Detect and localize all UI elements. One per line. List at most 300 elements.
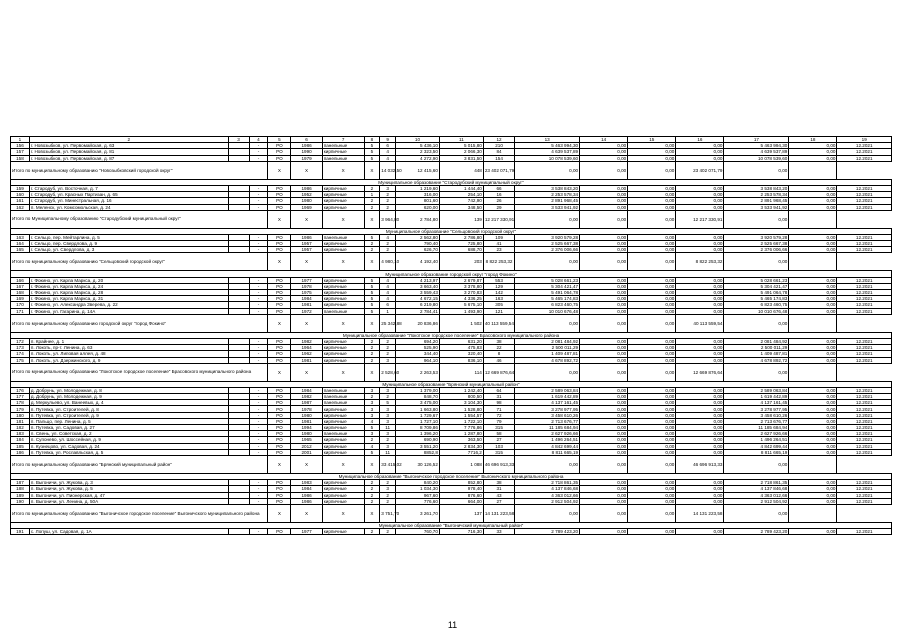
- table-cell: 0,00: [580, 234, 628, 240]
- column-number: 6: [291, 137, 322, 143]
- table-cell: п. Путевка, ул. Садовая, д. 27: [29, 425, 228, 431]
- table-cell: 0,00: [628, 247, 676, 253]
- table-cell: 553: [483, 277, 514, 283]
- table-cell: -: [249, 357, 268, 363]
- table-cell: 620,00: [395, 204, 439, 210]
- table-cell: 1 493,90: [439, 308, 483, 314]
- table-cell: РО: [268, 431, 291, 437]
- section-heading: Муниципальное образование "Стародубский муниципальный округ": [11, 179, 892, 185]
- table-cell: 0,00: [789, 400, 837, 406]
- subtotal-cell: [789, 253, 837, 271]
- table-cell: 716,30: [439, 529, 483, 535]
- table-cell: 3 920 579,28: [515, 234, 580, 240]
- subtotal-cell: 8 822 253,32: [676, 253, 724, 271]
- table-cell: 2 376 006,66: [515, 247, 580, 253]
- table-cell: РО: [268, 480, 291, 486]
- table-cell: 12.2021: [837, 308, 892, 314]
- table-cell: 187: [11, 480, 30, 486]
- table-cell: 2 891 968,45: [724, 198, 789, 204]
- column-number: 12: [483, 137, 514, 143]
- table-cell: 4 639 537,89: [724, 149, 789, 155]
- table-cell: 0,00: [789, 406, 837, 412]
- table-cell: -: [249, 283, 268, 289]
- table-cell: 964,10: [395, 357, 439, 363]
- table-cell: 0,00: [789, 149, 837, 155]
- table-cell: 188: [11, 486, 30, 492]
- column-number: 16: [676, 137, 724, 143]
- table-cell: 66: [483, 185, 514, 191]
- table-cell: РО: [268, 498, 291, 504]
- column-number: 3: [228, 137, 249, 143]
- table-cell: кирпичные: [322, 198, 364, 204]
- column-number: 11: [439, 137, 483, 143]
- table-cell: -: [249, 387, 268, 393]
- table-cell: панельные: [322, 387, 364, 393]
- table-cell: 1 242,40: [439, 387, 483, 393]
- subtotal-cell: [789, 363, 837, 381]
- table-cell: -: [249, 338, 268, 344]
- table-cell: 180: [11, 412, 30, 418]
- table-cell: 0,00: [789, 437, 837, 443]
- table-cell: 3 920 579,28: [724, 234, 789, 240]
- table-cell: 2: [380, 498, 396, 504]
- subtotal-cell: [789, 504, 837, 522]
- table-cell: РО: [268, 302, 291, 308]
- table-cell: 0,00: [580, 498, 628, 504]
- subtotal-cell: X: [322, 363, 364, 381]
- table-cell: с. Лопуш, ул. Садовая, д. 1А: [29, 529, 228, 535]
- table-cell: 12.2021: [837, 437, 892, 443]
- table-cell: 0,00: [789, 241, 837, 247]
- table-cell: 10 010 676,48: [515, 308, 580, 314]
- table-cell: 0,00: [628, 425, 676, 431]
- subtotal-cell: 0,00: [628, 210, 676, 228]
- table-cell: -: [249, 351, 268, 357]
- table-cell: [228, 529, 249, 535]
- table-cell: 2012: [291, 443, 322, 449]
- table-cell: 0,00: [789, 204, 837, 210]
- subtotal-cell: 114: [439, 363, 483, 381]
- table-cell: кирпичные: [322, 425, 364, 431]
- table-cell: 742,90: [439, 198, 483, 204]
- table-cell: 0,00: [580, 437, 628, 443]
- subtotal-cell: 46 696 913,33: [676, 455, 724, 473]
- table-cell: 5 304 421,47: [515, 283, 580, 289]
- table-cell: 0,00: [676, 492, 724, 498]
- table-cell: г. Стародуб, ул. Восточная, д. 7: [29, 185, 228, 191]
- table-cell: 0,00: [676, 345, 724, 351]
- table-cell: г. Новозыбков, ул. Первомайская, д. 81: [29, 149, 228, 155]
- table-cell: кирпичные: [322, 486, 364, 492]
- table-cell: 12.2021: [837, 425, 892, 431]
- table-cell: 12.2021: [837, 247, 892, 253]
- table-cell: 1 554,57: [439, 412, 483, 418]
- table-cell: 0,00: [676, 425, 724, 431]
- table-cell: 1984: [291, 486, 322, 492]
- table-cell: 0,00: [676, 387, 724, 393]
- table-cell: 2 834,30: [439, 443, 483, 449]
- column-number: 4: [249, 137, 268, 143]
- table-cell: 0,00: [628, 394, 676, 400]
- table-cell: 790,40: [395, 241, 439, 247]
- table-cell: 305: [483, 302, 514, 308]
- table-cell: 1986: [291, 234, 322, 240]
- table-cell: 5 675,10: [439, 302, 483, 308]
- table-cell: 3 663,40: [395, 283, 439, 289]
- column-number: 13: [515, 137, 580, 143]
- table-cell: -: [249, 480, 268, 486]
- table-cell: 1 663,80: [395, 406, 439, 412]
- table-cell: 2: [364, 351, 380, 357]
- subtotal-cell: 20 836,86: [395, 314, 439, 332]
- section-heading: Муниципальное образование "Сельцовский городской округ": [11, 228, 892, 234]
- table-cell: 5: [364, 290, 380, 296]
- table-cell: 0,00: [789, 431, 837, 437]
- table-cell: п. Выгоничи, ул. Жукова, д. 3: [29, 480, 228, 486]
- table-cell: 1 619 442,89: [724, 394, 789, 400]
- table-cell: 171: [11, 308, 30, 314]
- subtotal-cell: [789, 210, 837, 228]
- subtotal-cell: 448: [439, 161, 483, 179]
- table-cell: РО: [268, 277, 291, 283]
- table-cell: 12.2021: [837, 290, 892, 296]
- table-cell: 631,20: [439, 338, 483, 344]
- table-cell: 3: [364, 406, 380, 412]
- table-cell: 3: [380, 357, 396, 363]
- table-cell: 3: [380, 418, 396, 424]
- table-cell: г. Фокино, ул. Карла Маркса, д. 31: [29, 296, 228, 302]
- table-cell: г. Сельцо, пер. Свердлова, д. 9: [29, 241, 228, 247]
- table-cell: РО: [268, 308, 291, 314]
- table-cell: панельные: [322, 394, 364, 400]
- table-cell: 3: [364, 387, 380, 393]
- table-cell: 1 619 442,89: [515, 394, 580, 400]
- table-cell: РО: [268, 296, 291, 302]
- table-cell: 0,00: [676, 406, 724, 412]
- table-cell: 1 287,80: [439, 431, 483, 437]
- table-cell: РО: [268, 357, 291, 363]
- table-cell: 0,00: [789, 308, 837, 314]
- table-cell: 0,00: [789, 425, 837, 431]
- subtotal-cell: X: [291, 455, 322, 473]
- table-cell: 348,50: [439, 204, 483, 210]
- subtotal-cell: 4 192,40: [395, 253, 439, 271]
- table-cell: 5 028 661,23: [724, 277, 789, 283]
- table-cell: 12.2021: [837, 357, 892, 363]
- table-cell: -: [249, 529, 268, 535]
- table-cell: РО: [268, 192, 291, 198]
- table-cell: 0,00: [580, 425, 628, 431]
- table-cell: 12.2021: [837, 185, 892, 191]
- table-cell: 4: [380, 283, 396, 289]
- table-cell: 159: [11, 185, 30, 191]
- table-cell: 0,00: [676, 449, 724, 455]
- table-cell: 3 270,83: [439, 290, 483, 296]
- subtotal-cell: 23 402 071,79: [676, 161, 724, 179]
- table-cell: 0,00: [580, 283, 628, 289]
- subtotal-cell: 40 113 559,54: [483, 314, 514, 332]
- subtotal-cell: X: [322, 253, 364, 271]
- table-cell: 121: [483, 308, 514, 314]
- table-cell: 179: [11, 406, 30, 412]
- table-cell: 8 811 665,19: [515, 449, 580, 455]
- table-cell: 175: [11, 357, 30, 363]
- table-cell: 6 823 460,75: [724, 302, 789, 308]
- table-cell: 2 912 504,92: [724, 498, 789, 504]
- subtotal-label: Итого по муниципальному образованию "Брянский муниципальный район": [11, 455, 268, 473]
- table-cell: 4: [380, 277, 396, 283]
- table-cell: 3 559,43: [395, 290, 439, 296]
- table-cell: 3: [364, 412, 380, 418]
- table-cell: 6: [380, 143, 396, 149]
- subtotal-cell: 0,00: [724, 455, 789, 473]
- table-cell: 4 363 012,66: [515, 492, 580, 498]
- table-cell: 0,00: [789, 302, 837, 308]
- table-cell: 142: [483, 290, 514, 296]
- table-cell: 2: [364, 185, 380, 191]
- column-number: 18: [789, 137, 837, 143]
- table-cell: 254,10: [439, 192, 483, 198]
- subtotal-row: [11, 363, 892, 381]
- table-cell: 1978: [291, 283, 322, 289]
- table-cell: 0,00: [580, 290, 628, 296]
- table-cell: п. Путевка, ул. Строителей, д. 9: [29, 412, 228, 418]
- subtotal-cell: X: [291, 253, 322, 271]
- table-cell: 26: [483, 198, 514, 204]
- subtotal-cell: 0,00: [580, 455, 628, 473]
- subtotal-row: [11, 253, 892, 271]
- table-cell: 165: [11, 247, 30, 253]
- table-cell: 23: [483, 247, 514, 253]
- table-cell: п. Выгоничи, ул. Ленина, д. 50А: [29, 498, 228, 504]
- table-cell: 27: [483, 437, 514, 443]
- table-cell: 0,00: [676, 241, 724, 247]
- table-cell: -: [249, 486, 268, 492]
- subtotal-label: Итого по муниципальному образованию городской округ "город Фокино": [11, 314, 268, 332]
- table-cell: 0,00: [580, 277, 628, 283]
- table-cell: РО: [268, 351, 291, 357]
- table-cell: 0,00: [676, 351, 724, 357]
- table-cell: 0,00: [789, 198, 837, 204]
- table-cell: 12.2021: [837, 480, 892, 486]
- table-cell: 0,00: [676, 308, 724, 314]
- table-cell: 12.2021: [837, 204, 892, 210]
- table-cell: 5: [364, 149, 380, 155]
- table-cell: 0,00: [628, 204, 676, 210]
- subtotal-label: Итого по муниципальному образованию "Локотское городское поселение" Брасовского муниципального района: [11, 363, 268, 381]
- table-cell: 0,00: [676, 149, 724, 155]
- table-cell: 5: [380, 400, 396, 406]
- table-cell: РО: [268, 418, 291, 424]
- table-cell: -: [249, 149, 268, 155]
- subtotal-cell: 0,00: [515, 210, 580, 228]
- table-cell: 315: [483, 425, 514, 431]
- table-cell: 3 475,00: [395, 400, 439, 406]
- table-cell: 0,00: [628, 357, 676, 363]
- table-cell: 2: [364, 345, 380, 351]
- table-cell: 12.2021: [837, 486, 892, 492]
- table-cell: 0,00: [628, 155, 676, 161]
- table-cell: 5: [364, 143, 380, 149]
- table-cell: 2: [364, 492, 380, 498]
- table-cell: 1981: [291, 418, 322, 424]
- table-cell: 0,00: [789, 418, 837, 424]
- table-cell: 2 253 578,34: [515, 192, 580, 198]
- subtotal-row: [11, 455, 892, 473]
- subtotal-cell: 139: [439, 210, 483, 228]
- table-cell: 1990: [291, 149, 322, 155]
- table-cell: 3: [380, 486, 396, 492]
- table-cell: 2 500 011,29: [515, 345, 580, 351]
- table-cell: РО: [268, 198, 291, 204]
- subtotal-cell: 23 402 071,79: [483, 161, 514, 179]
- subtotal-cell: 0,00: [580, 314, 628, 332]
- table-cell: 169: [11, 296, 30, 302]
- column-number: 15: [628, 137, 676, 143]
- table-cell: 2: [380, 437, 396, 443]
- subtotal-cell: [789, 314, 837, 332]
- table-cell: РО: [268, 412, 291, 418]
- subtotal-cell: X: [364, 253, 380, 271]
- subtotal-row: [11, 314, 892, 332]
- table-cell: 12.2021: [837, 351, 892, 357]
- subtotal-cell: X: [291, 210, 322, 228]
- table-cell: 0,00: [580, 247, 628, 253]
- table-cell: 2 789 423,20: [515, 529, 580, 535]
- table-cell: 5 015,80: [439, 143, 483, 149]
- table-cell: 0,00: [676, 443, 724, 449]
- table-cell: 0,00: [580, 480, 628, 486]
- table-cell: панельные: [322, 155, 364, 161]
- subtotal-label: Итого по Муниципальному образованию "Стародубский муниципальный округ": [11, 210, 268, 228]
- table-cell: кирпичные: [322, 498, 364, 504]
- subtotal-cell: 12 415,60: [395, 161, 439, 179]
- subtotal-cell: 0,00: [515, 314, 580, 332]
- table-cell: РО: [268, 149, 291, 155]
- table-cell: РО: [268, 449, 291, 455]
- table-cell: 1962: [291, 351, 322, 357]
- table-cell: 11 185 684,94: [515, 425, 580, 431]
- table-cell: 1957: [291, 241, 322, 247]
- table-cell: 5 463 994,30: [515, 143, 580, 149]
- table-cell: 0,00: [628, 418, 676, 424]
- table-cell: 2 679,87: [439, 277, 483, 283]
- table-cell: 4 137 846,68: [724, 486, 789, 492]
- table-cell: 161: [11, 198, 30, 204]
- table-cell: 0,00: [580, 296, 628, 302]
- section-heading: Муниципальное образование "Выгоничский муниципальный район": [11, 522, 892, 528]
- table-cell: РО: [268, 290, 291, 296]
- table-cell: 210: [483, 143, 514, 149]
- subtotal-row: [11, 210, 892, 228]
- table-cell: 5: [364, 425, 380, 431]
- table-cell: 0,00: [676, 338, 724, 344]
- table-cell: 0,00: [676, 296, 724, 302]
- subtotal-cell: 0,00: [580, 363, 628, 381]
- table-cell: -: [249, 155, 268, 161]
- table-cell: 1 034,30: [395, 486, 439, 492]
- table-cell: -: [249, 302, 268, 308]
- table-cell: 191: [11, 529, 30, 535]
- table-cell: кирпичные: [322, 277, 364, 283]
- subtotal-cell: 12 669 876,64: [676, 363, 724, 381]
- table-cell: 1 722,10: [439, 418, 483, 424]
- table-cell: 84: [483, 149, 514, 155]
- table-cell: 170: [11, 302, 30, 308]
- subtotal-cell: 33 415,02: [380, 455, 396, 473]
- table-cell: 3: [380, 406, 396, 412]
- table-cell: 189: [11, 492, 30, 498]
- table-cell: кирпичные: [322, 185, 364, 191]
- table-cell: 344,40: [395, 351, 439, 357]
- subtotal-cell: 2 784,80: [395, 210, 439, 228]
- table-cell: 181: [11, 418, 30, 424]
- table-cell: 2: [364, 498, 380, 504]
- table-cell: 41: [483, 241, 514, 247]
- table-cell: -: [249, 143, 268, 149]
- table-cell: 163: [483, 296, 514, 302]
- table-cell: 31: [483, 394, 514, 400]
- table-cell: 0,00: [676, 247, 724, 253]
- table-cell: 12.2021: [837, 283, 892, 289]
- table-cell: 3: [364, 400, 380, 406]
- table-cell: 8852,8: [395, 449, 439, 455]
- table-cell: 11: [380, 449, 396, 455]
- table-cell: 5 028 661,23: [515, 277, 580, 283]
- table-cell: 2: [364, 437, 380, 443]
- table-cell: РО: [268, 241, 291, 247]
- table-cell: 2 627 926,66: [515, 431, 580, 437]
- table-cell: 12.2021: [837, 155, 892, 161]
- page-number: 11: [447, 620, 458, 630]
- houses-register-table: [10, 136, 892, 535]
- table-cell: 10 078 539,60: [515, 155, 580, 161]
- table-cell: РО: [268, 155, 291, 161]
- table-cell: 0,00: [676, 155, 724, 161]
- subtotal-cell: 0,00: [628, 363, 676, 381]
- table-cell: 1979: [291, 155, 322, 161]
- subtotal-cell: X: [291, 161, 322, 179]
- table-cell: п. Выгоничи, ул. Жукова, д. 5: [29, 486, 228, 492]
- subtotal-cell: 0,00: [628, 504, 676, 522]
- table-cell: 38: [483, 338, 514, 344]
- subtotal-cell: X: [364, 314, 380, 332]
- table-cell: п. Локоть, ул. Дзержинского, д. 9: [29, 357, 228, 363]
- table-cell: п. Пальцо, пер. Ленина, д. 5: [29, 418, 228, 424]
- table-cell: 185: [11, 443, 30, 449]
- table-cell: 0,00: [580, 198, 628, 204]
- table-cell: 0,00: [676, 431, 724, 437]
- subtotal-cell: 4 980,10: [380, 253, 396, 271]
- table-cell: 5: [364, 283, 380, 289]
- table-cell: 3 538 843,20: [724, 185, 789, 191]
- table-cell: -: [249, 400, 268, 406]
- table-cell: -: [249, 431, 268, 437]
- table-cell: 3: [364, 431, 380, 437]
- table-cell: РО: [268, 406, 291, 412]
- table-cell: 4 678 892,72: [724, 357, 789, 363]
- table-cell: 3 104,30: [439, 400, 483, 406]
- table-cell: 2: [380, 192, 396, 198]
- table-cell: 5 465 174,83: [515, 296, 580, 302]
- table-cell: -: [249, 406, 268, 412]
- table-cell: 2 784,41: [395, 308, 439, 314]
- table-cell: -: [249, 437, 268, 443]
- table-cell: 694,20: [395, 338, 439, 344]
- subtotal-cell: 12 669 876,64: [483, 363, 514, 381]
- table-cell: 3 831,50: [439, 155, 483, 161]
- subtotal-cell: X: [364, 455, 380, 473]
